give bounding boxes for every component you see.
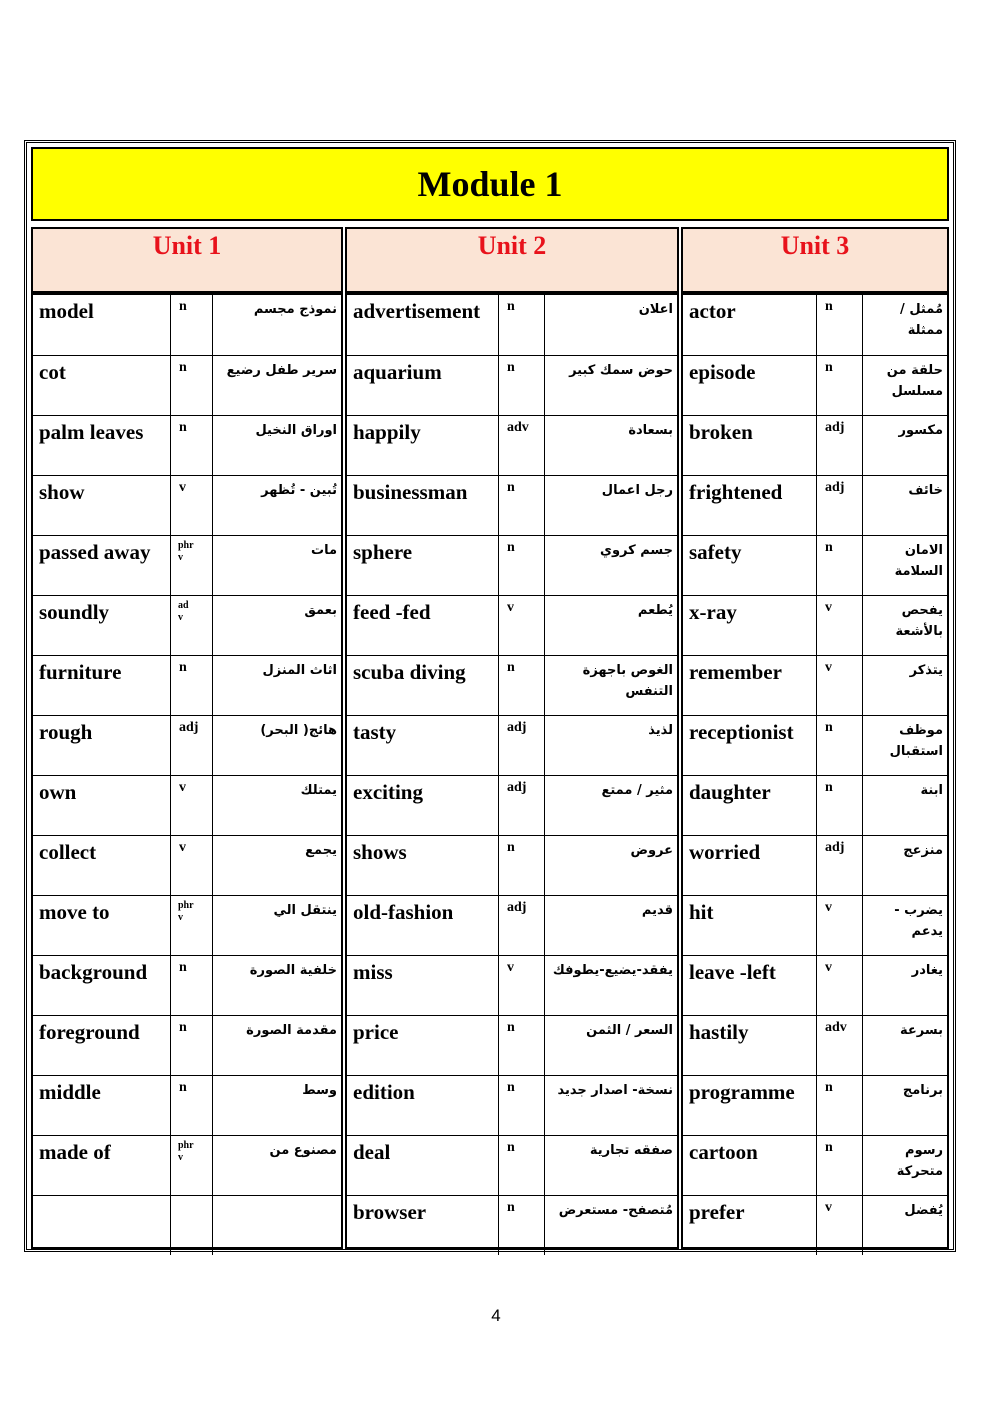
part-of-speech: n xyxy=(817,1076,863,1135)
part-of-speech: n xyxy=(171,1016,213,1075)
part-of-speech: n xyxy=(499,1196,545,1255)
part-of-speech: phr v xyxy=(171,896,213,955)
arabic-meaning: يفقد-يضيع-يطوفك xyxy=(552,963,673,978)
vocab-word: feed -fed xyxy=(347,596,499,655)
part-of-speech: phr v xyxy=(171,536,213,595)
vocab-word: price xyxy=(347,1016,499,1075)
arabic-meaning: برنامج xyxy=(902,1083,943,1098)
vocab-row xyxy=(347,715,677,775)
part-of-speech: adj xyxy=(817,476,863,535)
vocab-row xyxy=(347,1075,677,1135)
vocab-row xyxy=(683,1075,947,1135)
vocab-row xyxy=(347,955,677,1015)
arabic-meaning: بسرعة xyxy=(900,1023,943,1038)
part-of-speech: n xyxy=(817,1136,863,1195)
vocab-word: remember xyxy=(683,656,817,715)
vocab-word: episode xyxy=(683,356,817,415)
arabic-meaning: بسعادة xyxy=(628,423,673,438)
vocab-row xyxy=(33,955,341,1015)
vocab-word: passed away xyxy=(33,536,171,595)
vocab-row xyxy=(33,1015,341,1075)
arabic-meaning: يُفضل xyxy=(904,1203,943,1218)
vocab-row xyxy=(683,1015,947,1075)
module-title: Module 1 xyxy=(417,164,563,204)
part-of-speech: v xyxy=(171,836,213,895)
part-of-speech: v xyxy=(817,896,863,955)
vocab-word: frightened xyxy=(683,476,817,535)
arabic-meaning: خلفية الصورة xyxy=(249,963,337,978)
vocab-row xyxy=(683,715,947,775)
vocab-row xyxy=(683,295,947,355)
vocab-row xyxy=(33,535,341,595)
vocab-word: programme xyxy=(683,1076,817,1135)
arabic-meaning: هائج( البحر) xyxy=(260,723,337,738)
part-of-speech xyxy=(171,1196,213,1255)
vocab-row xyxy=(683,1195,947,1255)
vocab-word: tasty xyxy=(347,716,499,775)
unit-2-heading: Unit 2 xyxy=(345,227,679,293)
vocab-word: middle xyxy=(33,1076,171,1135)
part-of-speech: n xyxy=(499,656,545,715)
vocab-word: show xyxy=(33,476,171,535)
part-of-speech: adj xyxy=(171,716,213,775)
part-of-speech: adj xyxy=(817,836,863,895)
vocab-word: collect xyxy=(33,836,171,895)
arabic-meaning: مات xyxy=(311,543,337,558)
vocab-word: cot xyxy=(33,356,171,415)
arabic-meaning: يتذكر xyxy=(909,663,943,678)
arabic-meaning: قديم xyxy=(641,903,673,918)
vocab-row xyxy=(347,895,677,955)
vocab-row xyxy=(683,595,947,655)
vocab-row xyxy=(683,655,947,715)
arabic-meaning: جسم كروي xyxy=(600,543,673,558)
vocab-row xyxy=(33,595,341,655)
vocab-row xyxy=(347,835,677,895)
vocab-row xyxy=(683,835,947,895)
arabic-meaning: اثاث المنزل xyxy=(262,663,337,678)
vocab-word: model xyxy=(33,295,171,355)
vocab-row xyxy=(33,415,341,475)
vocab-row xyxy=(33,835,341,895)
arabic-meaning: الامان السلامة xyxy=(894,543,943,579)
arabic-meaning: يضرب - يدعم xyxy=(894,903,943,939)
arabic-meaning: عروض xyxy=(630,843,673,858)
part-of-speech: n xyxy=(499,1076,545,1135)
part-of-speech: n xyxy=(171,295,213,355)
page-number: 4 xyxy=(491,1306,501,1325)
arabic-meaning: ابنة xyxy=(920,783,943,798)
vocab-word: receptionist xyxy=(683,716,817,775)
arabic-meaning: صفقه تجارية xyxy=(589,1143,673,1158)
part-of-speech: ad v xyxy=(171,596,213,655)
vocab-row xyxy=(347,535,677,595)
part-of-speech: phr v xyxy=(171,1136,213,1195)
arabic-meaning: رجل اعمال xyxy=(601,483,673,498)
arabic-meaning: يفحص بالأشعة xyxy=(895,603,943,639)
vocab-word: broken xyxy=(683,416,817,475)
vocab-word: edition xyxy=(347,1076,499,1135)
unit-3-table xyxy=(681,293,949,1249)
vocab-word: leave -left xyxy=(683,956,817,1015)
arabic-meaning: مثير / ممتع xyxy=(601,783,673,798)
arabic-meaning: يمتلك xyxy=(300,783,337,798)
arabic-meaning: نسخة- اصدار جديد xyxy=(557,1083,673,1098)
part-of-speech: v xyxy=(817,596,863,655)
vocab-word: browser xyxy=(347,1196,499,1255)
vocab-word: happily xyxy=(347,416,499,475)
vocab-row xyxy=(683,955,947,1015)
arabic-meaning: مُتصفح- مستعرض xyxy=(558,1203,673,1218)
part-of-speech: v xyxy=(171,776,213,835)
vocab-row xyxy=(683,415,947,475)
arabic-meaning: يغادر xyxy=(911,963,943,978)
arabic-meaning: الغوص باجهزة التنفس xyxy=(582,663,673,699)
part-of-speech: v xyxy=(171,476,213,535)
vocab-row xyxy=(683,775,947,835)
vocab-word: background xyxy=(33,956,171,1015)
vocab-row xyxy=(33,475,341,535)
arabic-meaning: اوراق النخيل xyxy=(255,423,337,438)
part-of-speech: n xyxy=(817,295,863,355)
arabic-meaning: منزعج xyxy=(903,843,943,858)
vocab-word: soundly xyxy=(33,596,171,655)
vocab-row xyxy=(33,1135,341,1195)
part-of-speech: v xyxy=(817,1196,863,1255)
part-of-speech: n xyxy=(171,356,213,415)
unit-2-table xyxy=(345,293,679,1249)
arabic-meaning: يجمع xyxy=(305,843,337,858)
vocab-row xyxy=(33,775,341,835)
vocab-word: advertisement xyxy=(347,295,499,355)
arabic-meaning: موظف استقبال xyxy=(889,723,943,759)
vocab-word: prefer xyxy=(683,1196,817,1255)
arabic-meaning: خائف xyxy=(908,483,943,498)
part-of-speech: n xyxy=(817,776,863,835)
part-of-speech: adv xyxy=(499,416,545,475)
part-of-speech: v xyxy=(499,956,545,1015)
vocab-row xyxy=(683,895,947,955)
vocab-word: shows xyxy=(347,836,499,895)
vocab-row xyxy=(683,1135,947,1195)
arabic-meaning: حوض سمك كبير xyxy=(569,363,673,378)
unit-1-heading: Unit 1 xyxy=(31,227,343,293)
arabic-meaning: تُبين - تُظهر xyxy=(261,483,337,498)
part-of-speech: n xyxy=(171,656,213,715)
part-of-speech: n xyxy=(499,1016,545,1075)
vocab-row xyxy=(347,355,677,415)
vocab-row xyxy=(347,1195,677,1255)
vocab-word: cartoon xyxy=(683,1136,817,1195)
vocab-row xyxy=(347,1135,677,1195)
vocab-row xyxy=(683,475,947,535)
part-of-speech: v xyxy=(817,656,863,715)
vocab-row xyxy=(347,475,677,535)
part-of-speech: v xyxy=(499,596,545,655)
arabic-meaning: يُطعم xyxy=(637,603,673,618)
part-of-speech: adj xyxy=(817,416,863,475)
part-of-speech: n xyxy=(171,956,213,1015)
vocab-word: foreground xyxy=(33,1016,171,1075)
part-of-speech: v xyxy=(817,956,863,1015)
part-of-speech: adj xyxy=(499,896,545,955)
vocab-row xyxy=(33,655,341,715)
vocabulary-sheet xyxy=(24,140,956,1252)
part-of-speech: n xyxy=(499,356,545,415)
vocab-word: deal xyxy=(347,1136,499,1195)
vocab-row xyxy=(347,295,677,355)
arabic-meaning: سرير طفل رضيع xyxy=(226,363,337,378)
arabic-meaning: حلقة من مسلسل xyxy=(886,363,943,399)
part-of-speech: n xyxy=(817,536,863,595)
part-of-speech: n xyxy=(499,1136,545,1195)
module-title-bar xyxy=(31,147,949,221)
arabic-meaning: مُمثل / ممثلة xyxy=(900,302,943,338)
vocab-word: rough xyxy=(33,716,171,775)
part-of-speech: n xyxy=(171,1076,213,1135)
vocab-row xyxy=(33,1075,341,1135)
vocab-row xyxy=(33,895,341,955)
vocab-word: worried xyxy=(683,836,817,895)
vocab-word: scuba diving xyxy=(347,656,499,715)
vocab-row xyxy=(33,355,341,415)
part-of-speech: n xyxy=(171,416,213,475)
unit-1-table xyxy=(31,293,343,1249)
part-of-speech: n xyxy=(499,536,545,595)
arabic-meaning: لذيذ xyxy=(648,723,673,738)
part-of-speech: adv xyxy=(817,1016,863,1075)
vocab-row xyxy=(33,1195,341,1255)
arabic-meaning: بعمق xyxy=(304,603,337,618)
part-of-speech: n xyxy=(817,356,863,415)
vocab-word: hit xyxy=(683,896,817,955)
arabic-meaning: مقدمة الصورة xyxy=(246,1023,337,1038)
vocab-row xyxy=(683,535,947,595)
arabic-meaning: رسوم متحركة xyxy=(896,1143,943,1179)
vocab-row xyxy=(33,295,341,355)
vocab-word: miss xyxy=(347,956,499,1015)
part-of-speech: n xyxy=(817,716,863,775)
arabic-meaning: مكسور xyxy=(898,423,943,438)
arabic-meaning xyxy=(209,1196,341,1255)
vocab-row xyxy=(683,355,947,415)
arabic-meaning: ينتقل الي xyxy=(273,903,337,918)
vocab-word xyxy=(33,1196,171,1255)
part-of-speech: n xyxy=(499,836,545,895)
vocab-word: palm leaves xyxy=(33,416,171,475)
arabic-meaning: نموذج مجسم xyxy=(253,302,337,317)
vocab-word: own xyxy=(33,776,171,835)
vocab-word: exciting xyxy=(347,776,499,835)
vocab-word: aquarium xyxy=(347,356,499,415)
vocab-row xyxy=(33,715,341,775)
vocab-word: move to xyxy=(33,896,171,955)
vocab-word: safety xyxy=(683,536,817,595)
vocab-word: businessman xyxy=(347,476,499,535)
vocab-word: sphere xyxy=(347,536,499,595)
vocab-row xyxy=(347,655,677,715)
vocab-word: made of xyxy=(33,1136,171,1195)
vocab-word: old-fashion xyxy=(347,896,499,955)
part-of-speech: adj xyxy=(499,716,545,775)
vocab-word: furniture xyxy=(33,656,171,715)
arabic-meaning: اعلان xyxy=(638,302,673,317)
vocab-word: daughter xyxy=(683,776,817,835)
vocab-word: hastily xyxy=(683,1016,817,1075)
arabic-meaning: وسط xyxy=(302,1083,337,1098)
vocab-row xyxy=(347,595,677,655)
vocab-row xyxy=(347,415,677,475)
vocab-row xyxy=(347,775,677,835)
vocab-word: actor xyxy=(683,295,817,355)
vocab-word: x-ray xyxy=(683,596,817,655)
part-of-speech: n xyxy=(499,295,545,355)
part-of-speech: n xyxy=(499,476,545,535)
arabic-meaning: مصنوع من xyxy=(269,1143,337,1158)
arabic-meaning: السعر / الثمن xyxy=(586,1023,673,1038)
vocab-row xyxy=(347,1015,677,1075)
part-of-speech: adj xyxy=(499,776,545,835)
unit-3-heading: Unit 3 xyxy=(681,227,949,293)
